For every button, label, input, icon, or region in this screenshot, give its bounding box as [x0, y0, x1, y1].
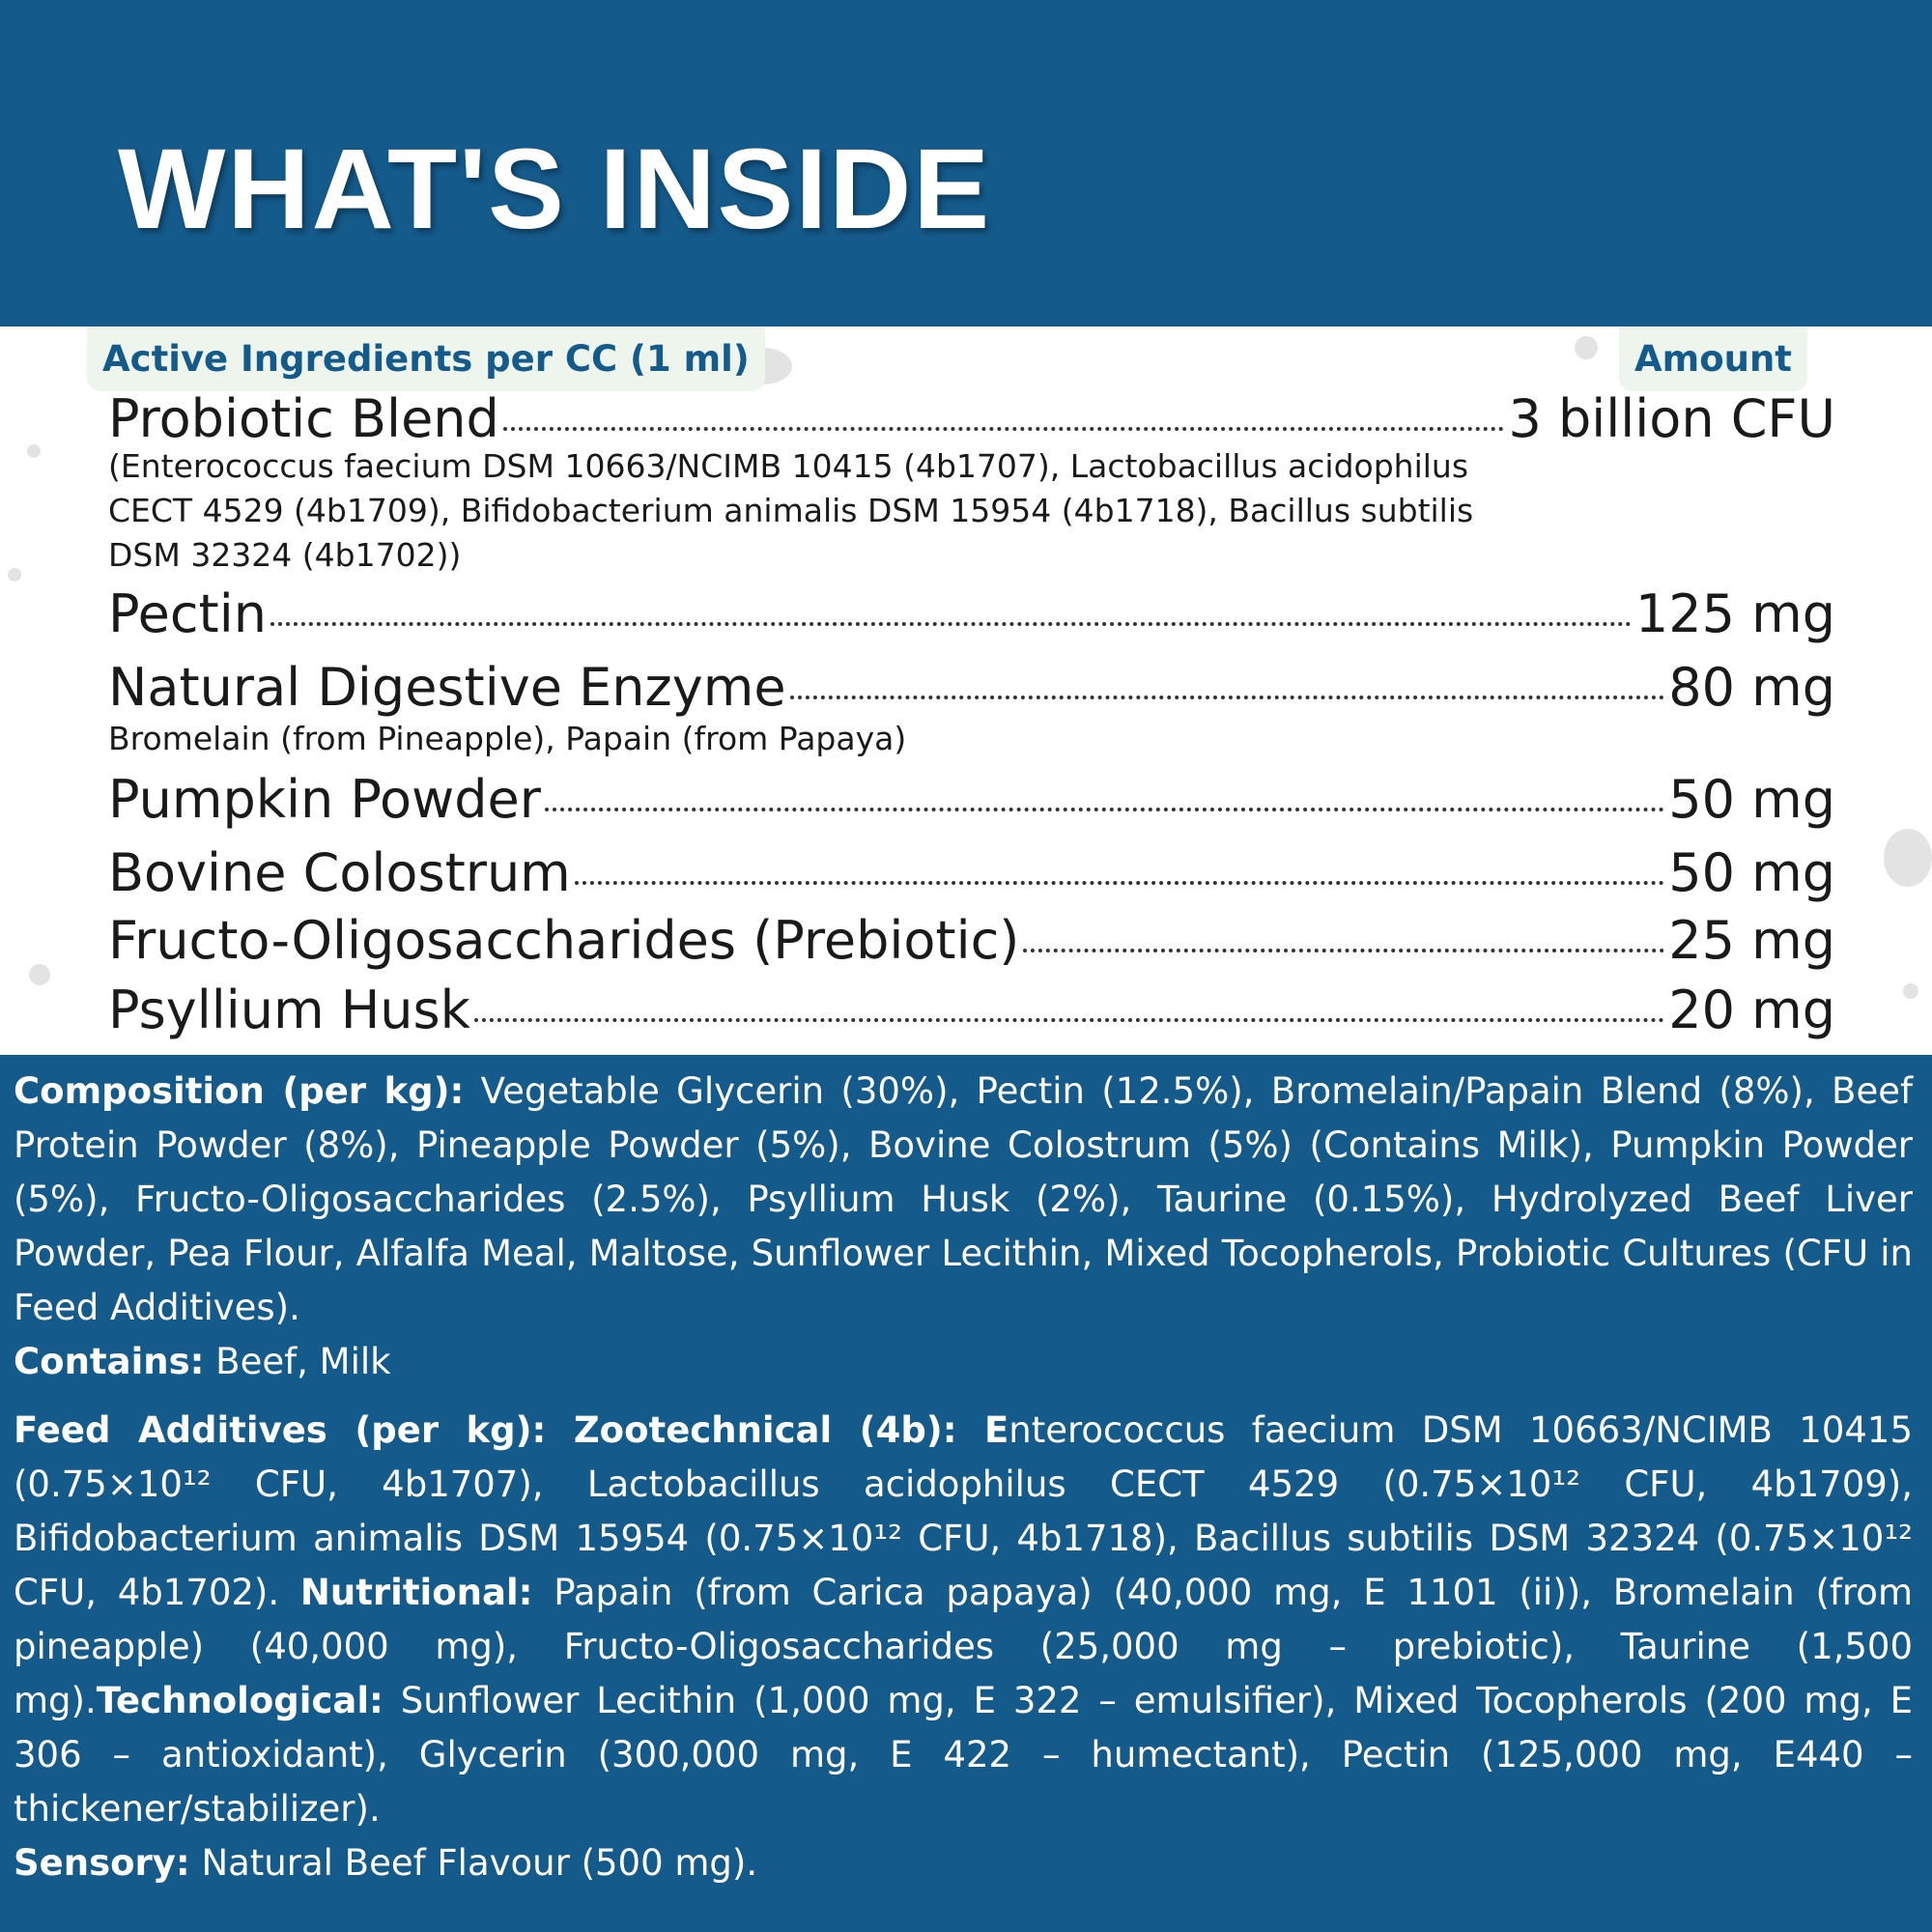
active-ingredients-heading: Active Ingredients per CC (1 ml) — [87, 327, 765, 391]
ingredient-amount: 20 mg — [1668, 980, 1835, 1040]
ingredient-amount: 50 mg — [1668, 769, 1835, 830]
leader-dots — [1023, 949, 1664, 952]
ingredient-amount: 50 mg — [1668, 842, 1835, 903]
ingredient-name: Natural Digestive Enzyme — [108, 657, 786, 718]
composition-text: Vegetable Glycerin (30%), Pectin (12.5%), Bromelain/Papain Blend (8%), Beef Protein Powder (8%), Pineapple Powder (5%), Bovine Colostrum (5%) (Contains Milk), Pumpkin Powder (5%), Fructo-Oligosaccharides (2.5%), Psyllium Husk (2%), Taurine (0.15%), Hydrolyzed Beef Liver Powder, Pea Flour, Alfalfa Meal, Maltose, Sunflower Lecithin, Mixed Tocopherols, Probiotic Cultures (CFU in Feed Additives). — [14, 1070, 1913, 1328]
dot-decoration — [29, 964, 50, 985]
ingredient-name: Pectin — [108, 583, 267, 644]
ingredient-row — [108, 910, 1835, 971]
detail-line: DSM 32324 (4b1702)) — [108, 536, 462, 574]
ingredient-row — [108, 657, 1835, 718]
ingredient-name: Pumpkin Powder — [108, 769, 541, 830]
contains-label: Contains: — [14, 1341, 205, 1382]
technological-text: Sunflower Lecithin (1,000 mg, E 322 – emulsifier), Mixed Tocopherols (200 mg, E 306 – antioxidant), Glycerin (300,000 mg, E 422 – humectant), Pectin (125,000 mg, E440 – thickener/stabilizer). — [14, 1680, 1913, 1830]
contains-text: Beef, Milk — [204, 1341, 391, 1382]
leader-dots — [503, 427, 1505, 431]
dot-decoration — [1903, 983, 1918, 999]
detail-line: Bromelain (from Pineapple), Papain (from Papaya) — [108, 720, 907, 757]
paw-print-decoration — [1884, 829, 1932, 887]
sensory-text: Natural Beef Flavour (500 mg). — [189, 1842, 758, 1884]
leader-dots — [790, 696, 1665, 699]
ingredient-row — [108, 980, 1835, 1040]
detail-line: CECT 4529 (4b1709), Bifidobacterium animalis DSM 15954 (4b1718), Bacillus subtilis — [108, 492, 1474, 529]
paw-print-decoration — [1575, 336, 1598, 359]
ingredient-row — [108, 842, 1835, 903]
leader-dots — [270, 622, 1632, 626]
zootechnical-text: nterococcus faecium DSM 10663/NCIMB 10415 (0.75×10¹² CFU, 4b1707), Lactobacillus acidophilus CECT 4529 (0.75×10¹² CFU, 4b1709), Bifidobacterium animalis DSM 15954 (0.75×10¹² CFU, 4b1718), Bacillus subtilis DSM 32324 (0.75×10¹² CFU, 4b1702). — [14, 1409, 1913, 1613]
composition-section — [14, 1065, 1913, 1389]
ingredient-name: Fructo-Oligosaccharides (Prebiotic) — [108, 910, 1020, 971]
ingredient-amount: 125 mg — [1634, 583, 1835, 644]
technological-label: Technological: — [96, 1680, 384, 1721]
ingredient-name: Bovine Colostrum — [108, 842, 571, 903]
ingredient-amount: 80 mg — [1668, 657, 1835, 718]
feed-additives-section — [14, 1404, 1913, 1890]
leader-dots — [575, 881, 1664, 885]
nutritional-text: Papain (from Carica papaya) (40,000 mg, E 1101 (ii)), Bromelain (from pineapple) (40,000 mg), Fructo-Oligosaccharides (25,000 mg – prebiotic), Taurine (1,500 mg). — [14, 1572, 1913, 1721]
feed-additives-label: Feed Additives (per kg): Zootechnical (4b): E — [14, 1409, 1009, 1451]
ingredient-amount: 3 billion CFU — [1508, 388, 1835, 449]
ingredient-row — [108, 583, 1835, 644]
ingredient-row — [108, 388, 1835, 449]
page-title: WHAT'S INSIDE — [118, 126, 992, 253]
composition-label: Composition (per kg): — [14, 1070, 465, 1112]
ingredient-name: Probiotic Blend — [108, 388, 499, 449]
leader-dots — [474, 1018, 1664, 1022]
dot-decoration — [8, 568, 21, 582]
ingredient-row — [108, 769, 1835, 830]
sensory-label: Sensory: — [14, 1842, 190, 1884]
detail-line: (Enterococcus faecium DSM 10663/NCIMB 10415 (4b1707), Lactobacillus acidophilus — [108, 447, 1469, 485]
ingredient-name: Psyllium Husk — [108, 980, 470, 1040]
amount-heading: Amount — [1619, 327, 1807, 391]
ingredient-amount: 25 mg — [1668, 910, 1835, 971]
dot-decoration — [27, 444, 41, 458]
nutritional-label: Nutritional: — [299, 1572, 533, 1613]
ingredient-detail — [108, 717, 1509, 761]
ingredient-detail — [108, 444, 1509, 578]
leader-dots — [545, 808, 1664, 811]
header-banner — [0, 0, 1932, 327]
